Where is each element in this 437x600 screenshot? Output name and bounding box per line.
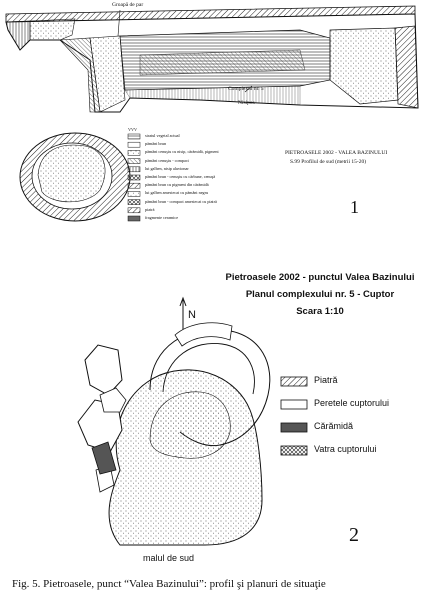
kiln-legend-label: Peretele cuptorului xyxy=(314,398,390,408)
profile-label-pole-pit: Groapă de par xyxy=(112,2,144,8)
profile-legend-symbol: VVV xyxy=(128,127,138,132)
plan-title-line2: Planul complexului nr. 5 - Cuptor xyxy=(245,289,395,300)
kiln-legend-swatches xyxy=(281,377,307,455)
profile-legend-swatch xyxy=(128,175,140,180)
kiln-legend-swatch-crosshatch xyxy=(281,446,307,455)
profile-legend-swatch xyxy=(128,142,140,147)
profile-legend-item: lut galben, nisip aluvionar xyxy=(145,165,189,171)
profile-legend-swatch xyxy=(128,183,140,188)
profile-label-complex: Complexul nr. 5 xyxy=(228,86,264,92)
kiln-legend-label: Vatra cuptorului xyxy=(314,444,377,454)
profile-legend-item: pământ brun cu pigment din cărămidă xyxy=(145,182,209,188)
profile-legend-item: pământ brun - cenuşiu cu cărbune, cenuşă xyxy=(145,174,216,179)
profile-legend-item: pământ brun xyxy=(145,141,167,147)
profile-legend-swatch xyxy=(128,191,140,196)
south-edge-label: malul de sud xyxy=(143,553,195,563)
panel-number-2: 2 xyxy=(349,524,359,546)
profile-legend-swatch xyxy=(128,200,140,205)
profile-legend-item: pământ brun - compact amestecat cu piatră xyxy=(145,198,217,204)
north-arrow xyxy=(180,298,186,330)
kiln-legend-swatch-plain xyxy=(281,400,307,409)
profile-legend-item: fragmente ceramice xyxy=(145,215,179,220)
profile-legend-swatch xyxy=(128,159,140,164)
profile-legend-item: lut galben amestecat cu pământ negru xyxy=(145,190,209,196)
profile-legend-swatch xyxy=(128,167,140,172)
profile-legend-item: pământ cenuşiu cu nisip, cărămidă, pigment xyxy=(145,149,219,155)
profile-legend-swatch xyxy=(128,208,140,213)
figure-caption: Fig. 5. Pietroasele, punct “Valea Bazinului”: profil şi planuri de situaţie xyxy=(12,578,326,590)
profile-legend-item: stratul vegetal actual xyxy=(145,133,180,138)
kiln-legend-label: Piatră xyxy=(314,375,338,385)
profile-legend-swatch xyxy=(128,216,140,221)
plan-title-line1: Pietroasele 2002 - punctul Valea Bazinului xyxy=(225,272,415,283)
site-title: PIETROASELE 2002 - VALEA BAZINULUI xyxy=(285,150,388,156)
profile-legend-item: piatră xyxy=(145,206,155,212)
panel-number-1: 1 xyxy=(350,197,359,217)
small-plan xyxy=(20,133,130,221)
kiln-legend-swatch-hatch xyxy=(281,377,307,386)
profile-legend-item: pământ cenuşiu - compact xyxy=(145,157,189,163)
site-subtitle: S.99 Profilul de sud (metrii 15-20) xyxy=(290,159,367,165)
north-label: N xyxy=(188,309,196,321)
kiln-legend-label: Cărămidă xyxy=(314,421,354,431)
profile-legend-swatches xyxy=(128,134,140,221)
kiln-legend-swatch-dark xyxy=(281,423,307,432)
plan-title-line3: Scara 1:10 xyxy=(296,306,344,317)
profile-legend-swatch xyxy=(128,150,140,155)
profile-label-bottom: Nisipos xyxy=(238,100,255,106)
kiln-plan xyxy=(78,323,270,545)
profile-section xyxy=(6,6,418,112)
profile-legend-swatch xyxy=(128,134,140,139)
